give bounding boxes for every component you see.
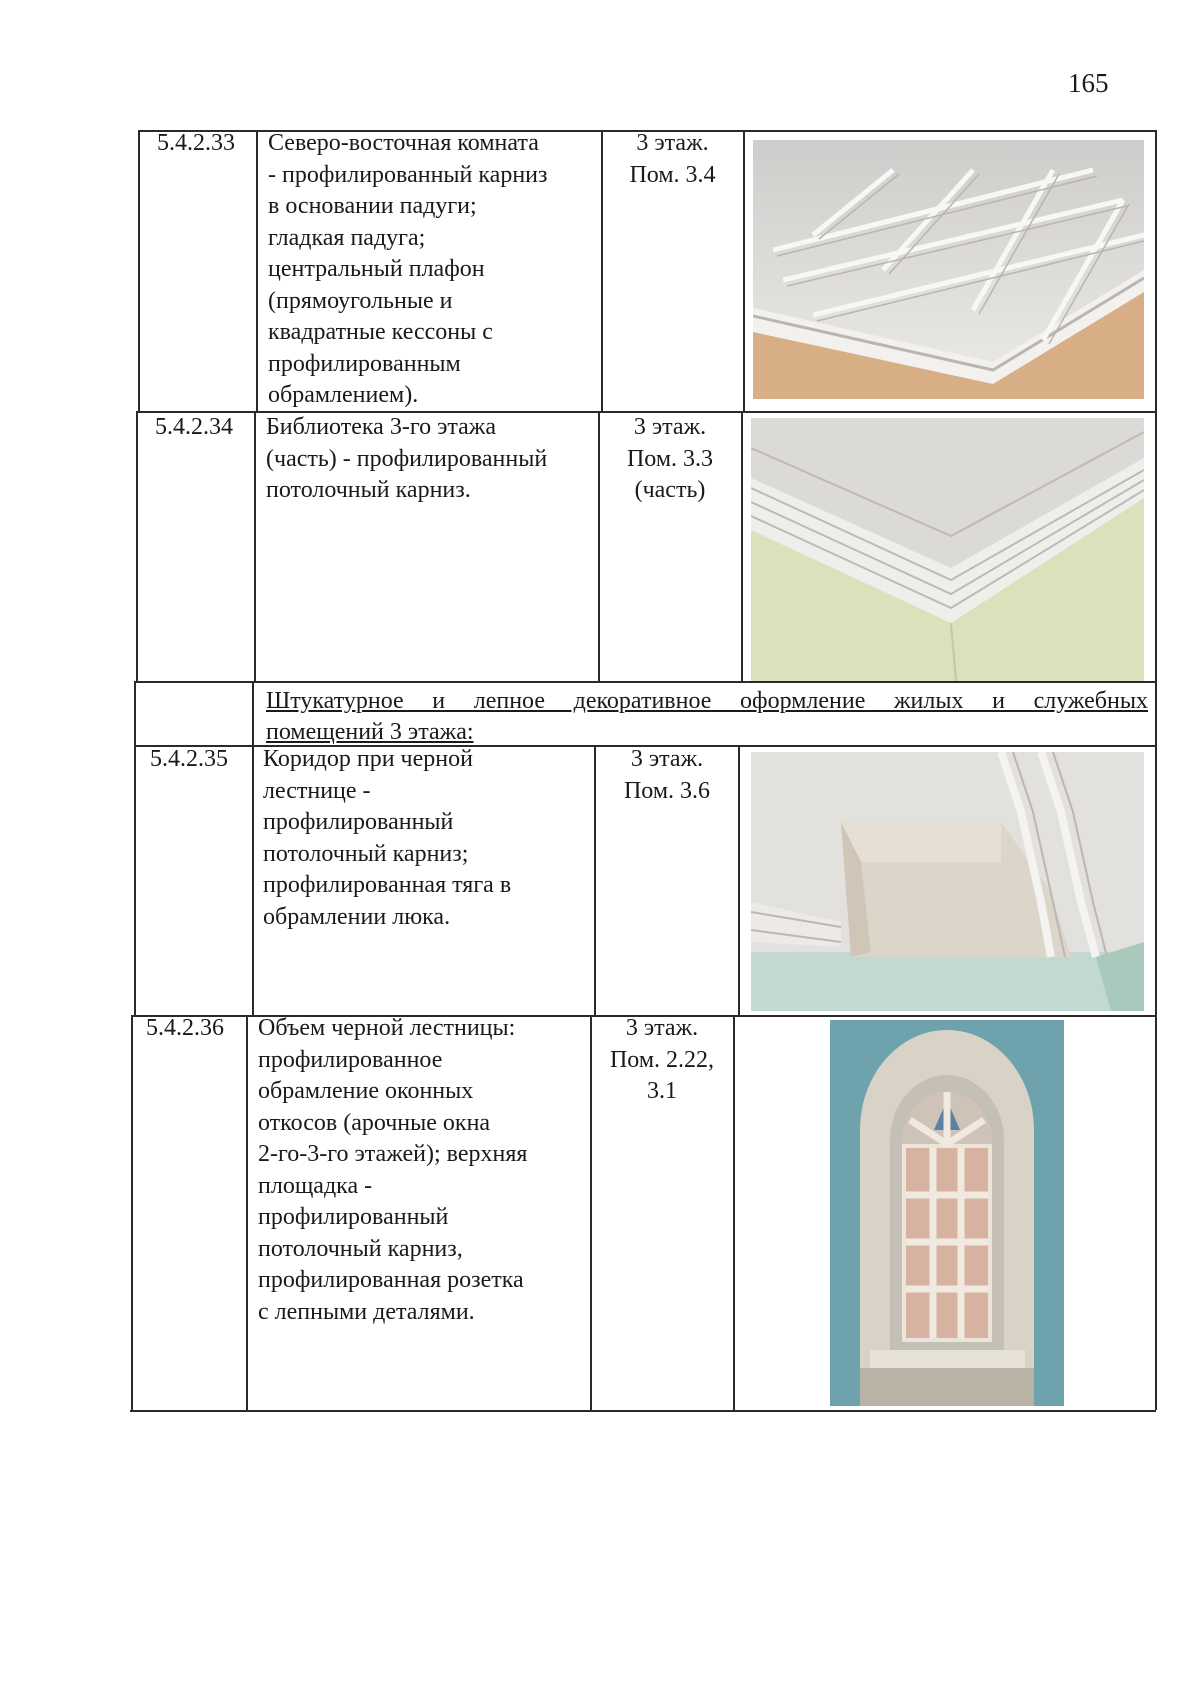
table-rule [254,411,256,681]
row-description: Коридор при черной лестнице - профилированный потолочный карниз; профилированная тяга в обрамлении люка. [263,746,512,930]
table-rule [733,1015,735,1410]
row-number: 5.4.2.34 [155,414,233,440]
row-number: 5.4.2.36 [146,1015,224,1041]
row-number: 5.4.2.35 [150,746,228,772]
table-rule [743,130,745,411]
row-description: Библиотека 3-го этажа (часть) - профилированный потолочный карниз. [266,414,548,503]
table-rule [252,681,254,1015]
table-rule [130,1410,1156,1412]
row-location: 3 этаж. Пом. 2.22, 3.1 [609,1015,715,1104]
row-description: Объем черной лестницы: профилированное обрамление оконных откосов (арочные окна 2-го-3-го этажей); верхняя площадка - профилированный потолочный карниз, профилированная розетка с лепными деталями. [258,1015,528,1325]
table-rule [131,1015,133,1410]
table-rule [246,1015,248,1410]
table-rule [136,411,138,681]
row-number: 5.4.2.33 [157,130,235,156]
ceiling-hatch-photo [751,752,1144,1011]
table-rule [738,745,740,1015]
table-rule [256,130,258,411]
row-location: 3 этаж. Пом. 3.4 [629,130,716,188]
section-heading: Штукатурное и лепное декоративное оформление жилых и служебных помещений 3 этажа: [266,688,1148,745]
table-rule [138,130,140,411]
cornice-corner-photo [751,418,1144,681]
page-number: 165 [1068,68,1109,98]
table-rule [1155,130,1157,1410]
row-description: Северо-восточная комната - профилированный карниз в основании падуги; гладкая падуга; центральный плафон (прямоугольные и квадратные кессоны с профилированным обрамлением). [268,130,548,408]
table-rule [741,411,743,681]
coffered-ceiling-photo [753,140,1144,399]
arched-window-photo [830,1020,1064,1406]
row-location: 3 этаж. Пом. 3.6 [623,746,711,804]
row-location: 3 этаж. Пом. 3.3 (часть) [626,414,714,503]
table-rule [134,681,1156,683]
table-rule [134,681,136,1015]
